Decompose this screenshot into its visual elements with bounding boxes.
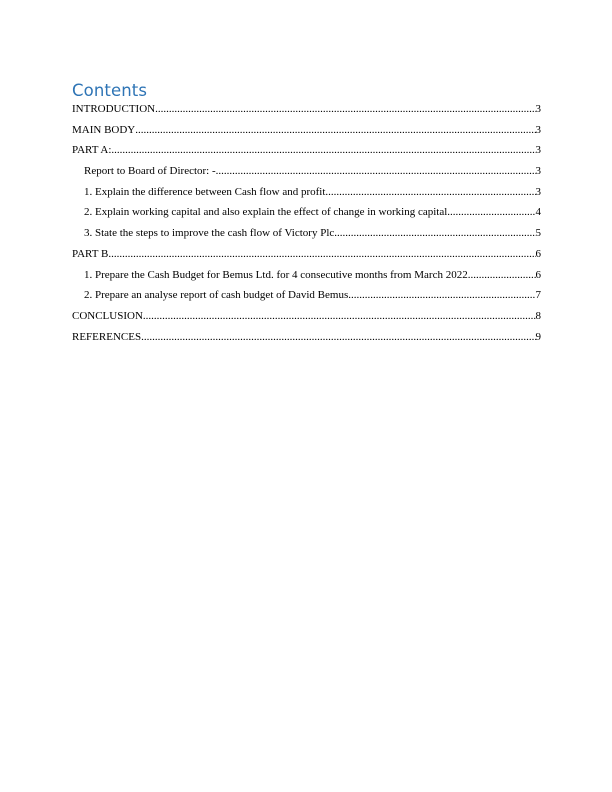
toc-entry-label: 3. State the steps to improve the cash flow of Victory Plc: [84, 227, 335, 240]
toc-entry-part-b[interactable]: [72, 248, 541, 269]
toc-page-number: 3: [535, 185, 541, 198]
dot-leader: [155, 103, 535, 115]
toc-entry-label: INTRODUCTION: [72, 103, 156, 115]
dot-leader: [216, 165, 536, 177]
toc-page-number: 7: [535, 289, 541, 302]
toc-entry-part-a[interactable]: [72, 144, 541, 165]
toc-entry-label: REFERENCES: [72, 330, 142, 343]
toc-entry-label: PART A:: [72, 144, 112, 157]
toc-entry-label: MAIN BODY: [72, 123, 136, 136]
toc-page-number: 3: [535, 165, 541, 178]
toc-entry-label: 1. Explain the difference between Cash flow and profit: [84, 185, 326, 198]
toc-entry-conclusion[interactable]: [72, 310, 541, 331]
dot-leader: [108, 248, 535, 260]
dot-leader: [143, 310, 536, 322]
toc-entry-improve-cash-flow[interactable]: [72, 227, 541, 248]
dot-leader: [141, 331, 535, 343]
toc-entry-cash-flow-vs-profit[interactable]: [72, 186, 541, 207]
toc-entry-label: CONCLUSION: [72, 309, 143, 322]
dot-leader: [334, 227, 535, 239]
toc-page-number: 3: [535, 144, 541, 157]
toc-entry-label: 2. Explain working capital and also explain the effect of change in working capital: [84, 206, 448, 219]
toc-entry-label: Report to Board of Director: -: [84, 165, 216, 178]
toc-page-number: 6: [535, 247, 541, 260]
toc-page-number: 3: [535, 123, 541, 136]
dot-leader: [468, 269, 536, 281]
toc-entry-working-capital[interactable]: [72, 206, 541, 227]
toc-page-number: 5: [535, 227, 541, 240]
dot-leader: [348, 289, 535, 301]
toc-title: Contents: [72, 81, 148, 100]
toc-page-number: 9: [535, 330, 541, 343]
toc-page-number: 3: [535, 103, 541, 115]
dot-leader: [325, 186, 535, 198]
dot-leader: [111, 144, 535, 156]
toc-page-number: 4: [535, 206, 541, 219]
toc-entry-label: 2. Prepare an analyse report of cash budget of David Bemus: [84, 289, 349, 302]
dot-leader: [135, 124, 535, 136]
table-of-contents: [72, 103, 541, 351]
toc-entry-analyse-report[interactable]: [72, 289, 541, 310]
toc-entry-label: 1. Prepare the Cash Budget for Bemus Ltd. for 4 consecutive months from March 2022: [84, 268, 468, 281]
toc-entry-main-body[interactable]: [72, 124, 541, 145]
dot-leader: [447, 206, 535, 218]
toc-page-number: 8: [535, 309, 541, 322]
toc-entry-introduction[interactable]: [72, 103, 541, 124]
toc-entry-report-to-board[interactable]: [72, 165, 541, 186]
toc-entry-label: PART B: [72, 247, 109, 260]
toc-page-number: 6: [535, 268, 541, 281]
toc-entry-cash-budget[interactable]: [72, 269, 541, 290]
toc-entry-references[interactable]: [72, 331, 541, 352]
